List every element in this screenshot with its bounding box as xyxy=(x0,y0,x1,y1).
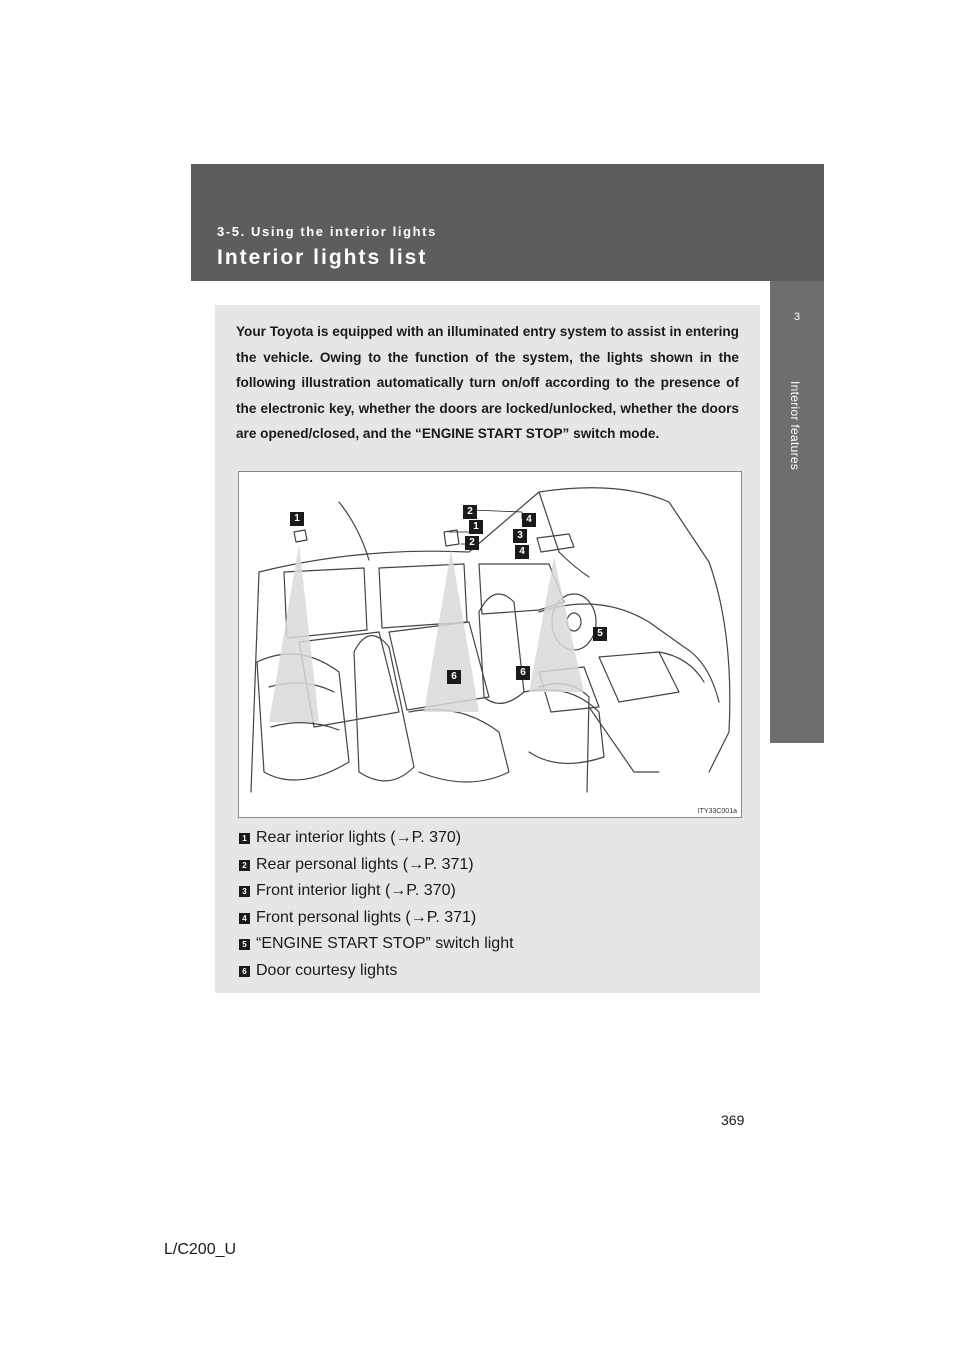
callout-5-switch-light: 5 xyxy=(593,627,607,641)
callout-4-front-personal: 4 xyxy=(515,545,529,559)
chapter-tab[interactable] xyxy=(770,281,824,743)
page-title: Interior lights list xyxy=(217,246,428,269)
number-badge: 2 xyxy=(239,860,250,871)
list-item xyxy=(239,905,514,932)
callout-3-front-interior: 3 xyxy=(513,529,527,543)
list-item-text: Rear personal lights (→P. 371) xyxy=(256,855,474,873)
interior-illustration xyxy=(238,471,742,818)
model-code: L/C200_U xyxy=(164,1241,237,1258)
list-item xyxy=(239,878,514,905)
content-panel xyxy=(215,305,760,993)
callout-2-rear-personal: 2 xyxy=(465,536,479,550)
section-label: 3-5. Using the interior lights xyxy=(217,224,437,239)
callout-1-rear-interior: 1 xyxy=(290,512,304,526)
chapter-number: 3 xyxy=(793,311,801,323)
number-badge: 4 xyxy=(239,913,250,924)
figure-code: ITY33C001a xyxy=(697,808,737,815)
lights-list xyxy=(239,825,514,984)
callout-6-door-courtesy: 6 xyxy=(447,670,461,684)
list-item-text: Door courtesy lights xyxy=(256,961,398,979)
callout-2-rear-personal: 2 xyxy=(463,505,477,519)
list-item-text: Rear interior lights (→P. 370) xyxy=(256,829,462,846)
section-header xyxy=(191,164,824,281)
list-item-text: “ENGINE START STOP” switch light xyxy=(256,935,514,952)
callout-6-door-courtesy: 6 xyxy=(516,666,530,680)
list-item xyxy=(239,931,514,958)
callout-4-front-personal: 4 xyxy=(522,513,536,527)
list-item-text: Front interior light (→P. 370) xyxy=(256,882,456,899)
list-item-text: Front personal lights (→P. 371) xyxy=(256,908,477,926)
number-badge: 6 xyxy=(239,966,250,977)
callout-1-rear-interior: 1 xyxy=(469,520,483,534)
list-item xyxy=(239,958,514,985)
page-number: 369 xyxy=(721,1112,745,1128)
chapter-name: Interior features xyxy=(788,381,802,471)
number-badge: 3 xyxy=(239,886,250,897)
list-item xyxy=(239,852,514,879)
number-badge: 5 xyxy=(239,939,250,950)
intro-paragraph: Your Toyota is equipped with an illuminated entry system to assist in entering the vehicle. Owing to the function of the system, the lights shown in the following illustration automatically turn on/off according to the presence of the electronic key, whether the doors are locked/unlocked, whether the doors are opened/closed, and the “ENGINE START STOP” switch mode. xyxy=(236,324,739,442)
list-item xyxy=(239,825,514,852)
number-badge: 1 xyxy=(239,833,250,844)
car-interior-drawing xyxy=(239,472,741,817)
